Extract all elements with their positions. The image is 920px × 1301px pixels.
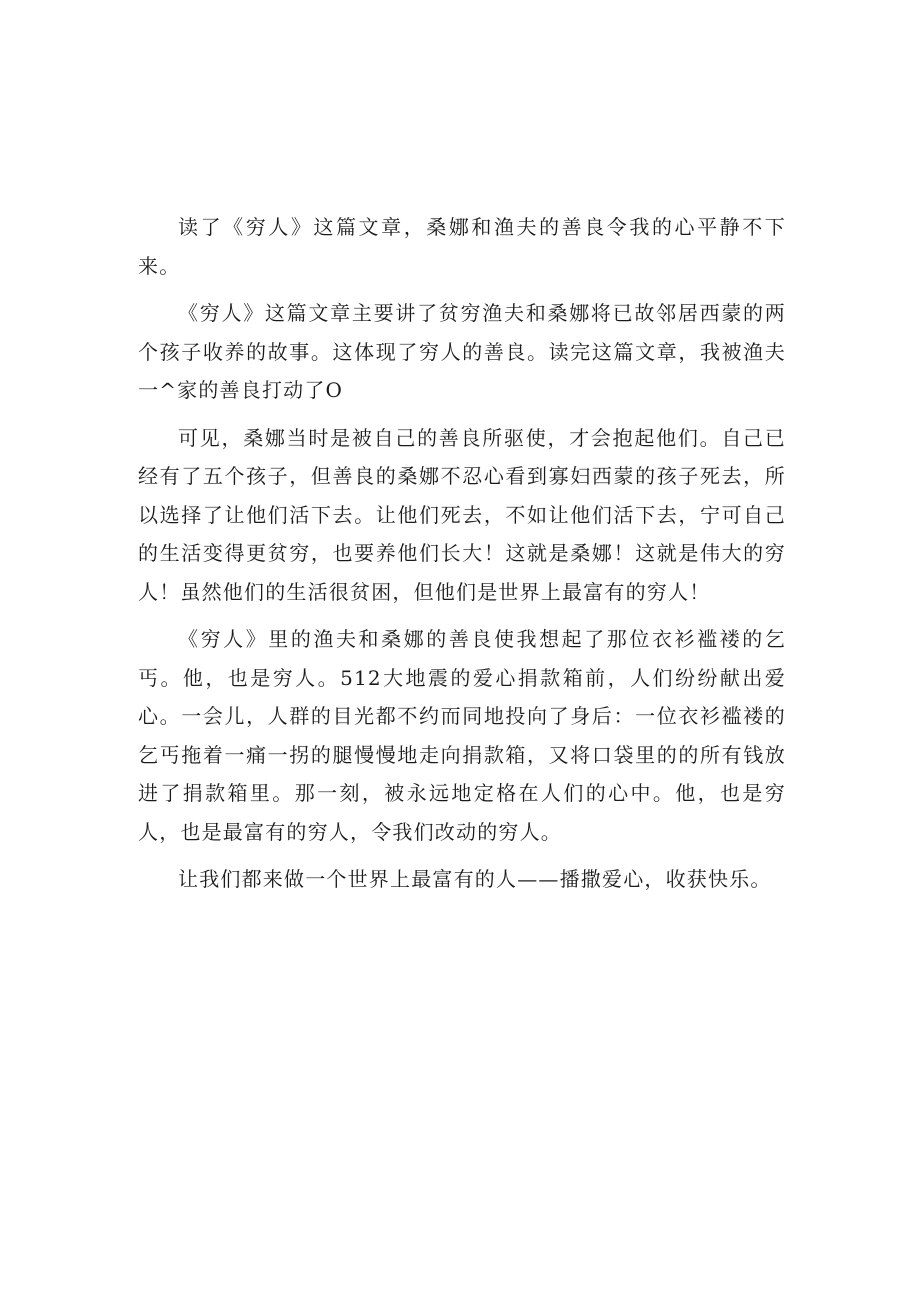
paragraph-summary: 《穷人》这篇文章主要讲了贫穷渔夫和桑娜将已故邻居西蒙的两个孩子收养的故事。这体现了穷人的善良。读完这篇文章，我被渔夫一^家的善良打动了O	[138, 301, 786, 402]
essay-body	[138, 208, 786, 908]
paragraph-beggar-story: 《穷人》里的渔夫和桑娜的善良使我想起了那位衣衫褴褛的乞丐。他，也是穷人。512大地震的爱心捐款箱前，人们纷纷献出爱心。一会儿，人群的目光都不约而同地投向了身后：一位衣衫褴褛的乞丐拖着一痛一拐的腿慢慢地走向捐款箱，又将口袋里的的所有钱放进了捐款箱里。那一刻，被永远地定格在人们的心中。他，也是穷人，也是最富有的穷人，令我们改动的穷人。	[138, 627, 786, 844]
paragraph-conclusion: 让我们都来做一个世界上最富有的人——播撒爱心，收获快乐。	[178, 867, 772, 891]
paragraph-reflection: 可见，桑娜当时是被自己的善良所驱使，才会抱起他们。自己已经有了五个孩子，但善良的桑娜不忍心看到寡妇西蒙的孩子死去，所以选择了让他们活下去。让他们死去，不如让他们活下去，宁可自己的生活变得更贫穷，也要养他们长大！这就是桑娜！这就是伟大的穷人！虽然他们的生活很贫困，但他们是世界上最富有的穷人！	[138, 425, 786, 604]
paragraph-intro: 读了《穷人》这篇文章，桑娜和渔夫的善良令我的心平静不下来。	[138, 215, 786, 278]
